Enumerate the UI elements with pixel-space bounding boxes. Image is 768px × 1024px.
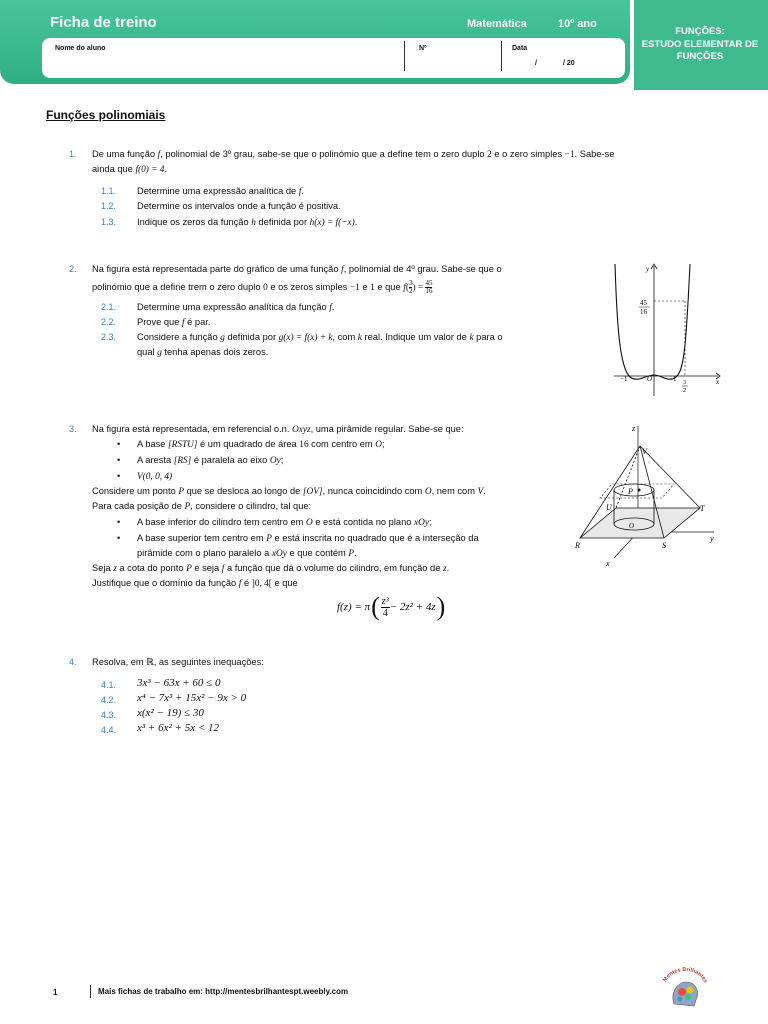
- q2-3: Considere a função g definida por g(x) = f(x) + k, com k real. Indique um valor de k para o: [137, 332, 503, 343]
- svg-text:Mentes Brilhantes: Mentes Brilhantes: [662, 966, 709, 984]
- label-U: U: [606, 503, 612, 512]
- question-number: 1.: [69, 149, 77, 159]
- quartic-graph: [596, 258, 726, 398]
- label-S: S: [662, 541, 666, 550]
- x-frac-den: 2: [683, 388, 686, 394]
- q3-bullet: • A base superior tem centro em P e está inscrita no quadrado que é a interseção da: [137, 531, 479, 547]
- mentes-brilhantes-logo: [660, 962, 710, 1012]
- grade-label: 10º ano: [558, 18, 597, 30]
- x-tick: 1: [673, 375, 677, 383]
- divider: [404, 41, 405, 71]
- subquestion-number: 4.4.: [101, 725, 117, 735]
- q3-p2: Para cada posição de P, considere o cilindro, tal que:: [92, 501, 312, 512]
- q1-line1: De uma função f, polinomial de 3º grau, sabe-se que o polinómio que a define tem o zero duplo 2 e o zero simples −1. Sabe-se: [92, 149, 615, 160]
- x-tick: −1: [620, 375, 628, 383]
- student-number-label: Nº: [419, 45, 427, 52]
- q1-line2: ainda que f(0) = 4.: [92, 164, 168, 175]
- gear-icon: [687, 987, 694, 994]
- q1-3: Indique os zeros da função h definida por h(x) = f(−x).: [137, 217, 358, 228]
- label-z: z: [632, 424, 636, 433]
- label-y: y: [710, 534, 714, 543]
- subquestion-number: 4.2.: [101, 695, 117, 705]
- date-label: Data: [512, 45, 528, 52]
- inequality: 3x³ − 63x + 60 ≤ 0: [137, 677, 221, 689]
- subquestion-number: 2.2.: [101, 317, 117, 327]
- date-year: / 20: [563, 60, 575, 67]
- question-number: 2.: [69, 264, 77, 274]
- q3-bullet: • A aresta [RS] é paralela ao eixo Oy;: [137, 453, 283, 469]
- q3-intro: Na figura está representada, em referencial o.n. Oxyz, uma pirâmide regular. Sabe-se que:: [92, 424, 464, 435]
- question-number: 3.: [69, 424, 77, 434]
- student-info-box: [42, 38, 625, 78]
- y-tick-den: 16: [640, 308, 647, 316]
- subquestion-number: 4.1.: [101, 680, 117, 690]
- section-title: Funções polinomiais: [46, 108, 166, 122]
- pyramid-base: [580, 508, 700, 538]
- subquestion-number: 1.1.: [101, 186, 117, 196]
- q2-2: Prove que f é par.: [137, 317, 211, 328]
- subquestion-number: 2.3.: [101, 332, 117, 342]
- q2-1: Determine uma expressão analítica da função f.: [137, 302, 335, 313]
- q3-p3: Seja z a cota do ponto P e seja f a função que dá o volume do cilindro, em função de z.: [92, 563, 450, 574]
- x-frac-num: 3: [683, 380, 686, 386]
- q3-bullet: • A base [RSTU] é um quadrado de área 16 com centro em O;: [137, 437, 385, 453]
- origin-label: O: [647, 375, 653, 383]
- q4-intro: Resolva, em ℝ, as seguintes inequações:: [92, 657, 264, 667]
- subquestion-number: 4.3.: [101, 710, 117, 720]
- y-tick-num: 45: [640, 299, 647, 307]
- q3-bullet: • A base inferior do cilindro tem centro em O e está contida no plano xOy;: [137, 515, 432, 531]
- q1-1: Determine uma expressão analítica de f.: [137, 186, 304, 197]
- question-number: 4.: [69, 657, 77, 667]
- gear-icon: [678, 988, 686, 996]
- x-label: x: [716, 378, 720, 386]
- function-curve: [615, 264, 690, 379]
- pyramid-figure: [572, 420, 722, 570]
- topic-line1: FUNÇÕES:: [675, 26, 725, 37]
- q3-bullet-cont: pirâmide com o plano paralelo a xOy e que contém P.: [137, 548, 357, 559]
- q2-line1: Na figura está representada parte do gráfico de uma função f, polinomial de 4º grau. Sabe-se que o: [92, 264, 502, 275]
- label-O: O: [629, 522, 635, 530]
- point-P: [638, 489, 641, 492]
- footer-link-text[interactable]: Mais fichas de trabalho em: http://mentesbrilhantespt.weebly.com: [98, 987, 349, 996]
- subquestion-number: 2.1.: [101, 302, 117, 312]
- q3-bullet: • V(0, 0, 4): [137, 469, 172, 485]
- subject-label: Matemática: [467, 18, 527, 30]
- label-P: P: [628, 487, 633, 496]
- q2-3-cont: qual g tenha apenas dois zeros.: [137, 347, 269, 358]
- subquestion-number: 1.3.: [101, 217, 117, 227]
- subquestion-number: 1.2.: [101, 201, 117, 211]
- y-label: y: [646, 265, 650, 273]
- volume-formula: f(z) = π ( z³ 4 − 2z² + 4z ): [337, 592, 446, 621]
- footer-divider: [90, 985, 91, 998]
- divider: [501, 41, 502, 71]
- inequality: x⁴ − 7x³ + 15x² − 9x > 0: [137, 692, 247, 704]
- gear-icon: [678, 997, 683, 1002]
- label-x: x: [606, 559, 610, 568]
- inequality: x(x² − 19) ≤ 30: [137, 707, 204, 719]
- gear-icon: [685, 994, 691, 1000]
- q3-p4: Justifique que o domínio da função f é ]0, 4[ e que: [92, 578, 298, 589]
- q2-line2: polinómio que a define trem o zero duplo 0 e os zeros simples −1 e 1 e que f( $\frac{3}{2}$ ) = $\frac{45}{16}$: [92, 279, 433, 296]
- topic-line2: ESTUDO ELEMENTAR DE FUNÇÕES: [641, 39, 759, 62]
- page-number: 1: [53, 988, 58, 997]
- label-R: R: [575, 541, 580, 550]
- q3-p1: Considere um ponto P que se desloca ao longo de [OV], nunca coincidindo com O, nem com V.: [92, 486, 486, 497]
- label-V: V: [642, 447, 647, 456]
- q1-2: Determine os intervalos onde a função é positiva.: [137, 201, 341, 211]
- date-separator: /: [535, 60, 537, 67]
- edge-VT: [640, 446, 700, 508]
- label-T: T: [700, 504, 705, 513]
- cylinder-top: [614, 484, 654, 496]
- inequality: x³ + 6x² + 5x < 12: [137, 722, 220, 734]
- worksheet-title: Ficha de treino: [50, 14, 157, 31]
- student-name-label: Nome do aluno: [55, 45, 106, 52]
